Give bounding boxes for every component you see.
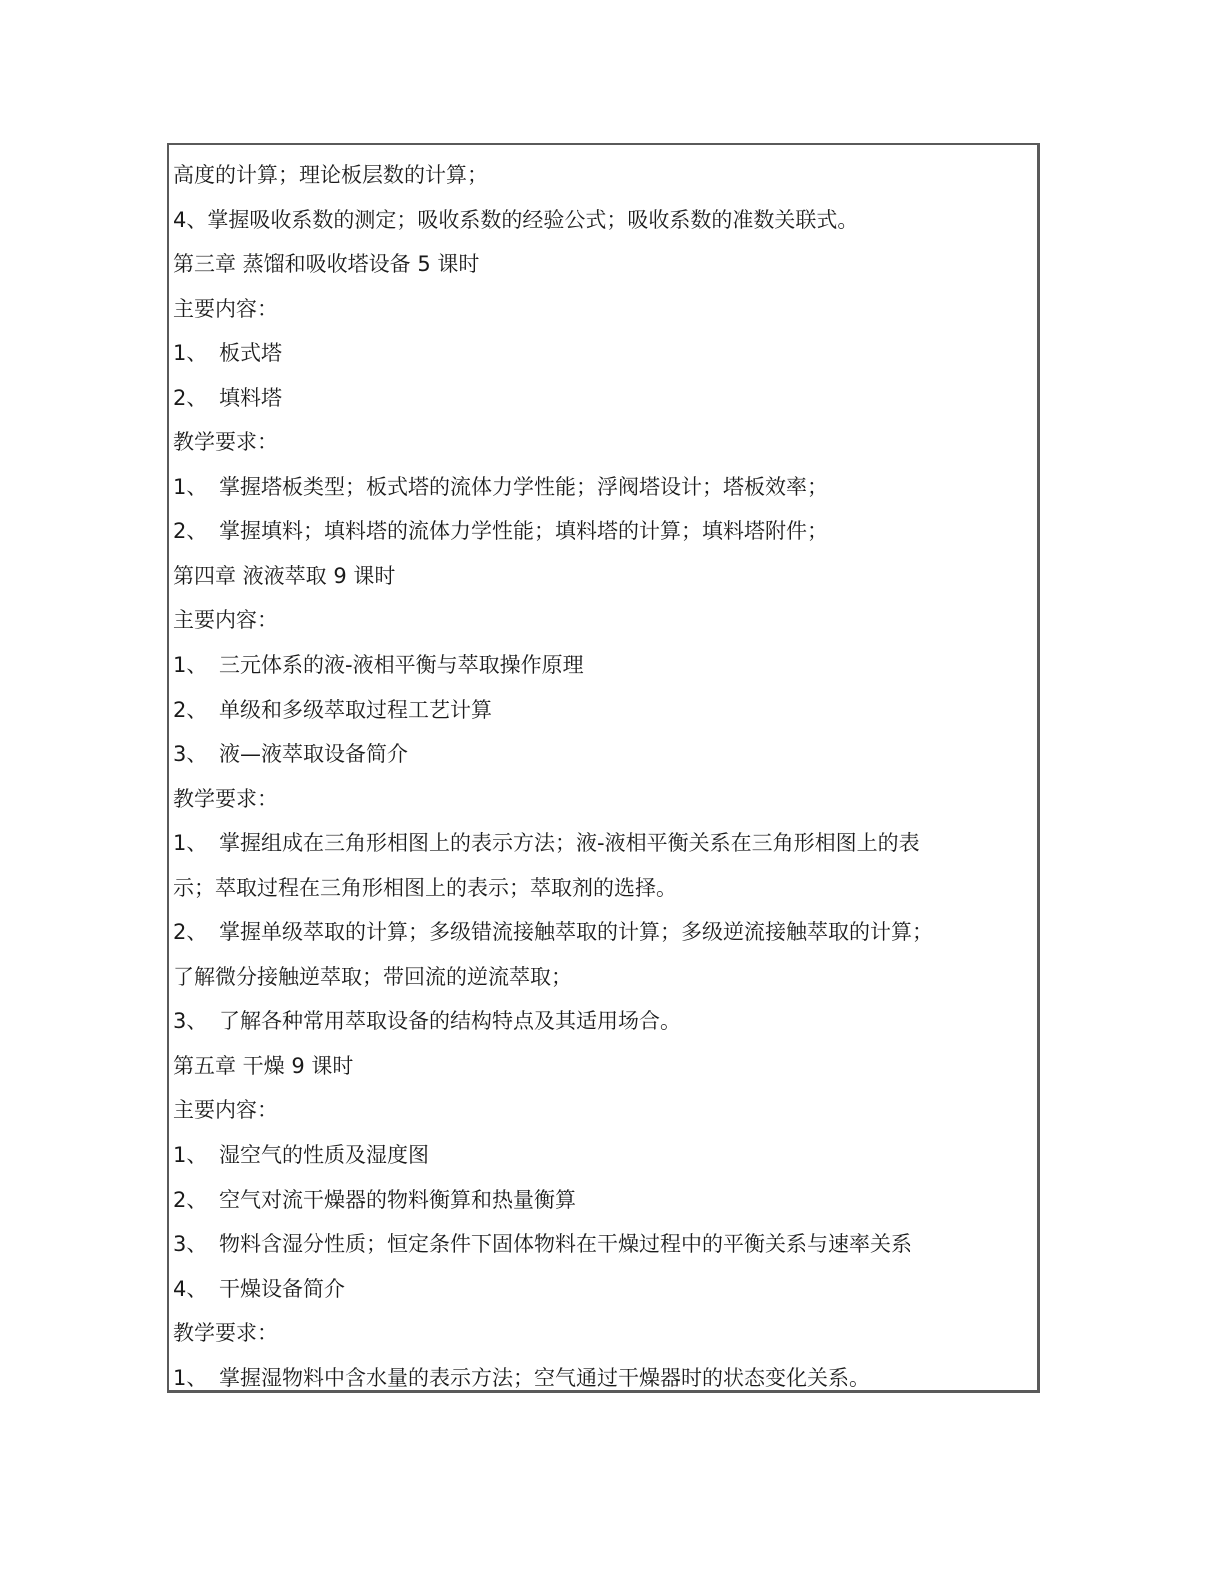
text-line xyxy=(173,688,1031,733)
text-line xyxy=(173,777,1031,822)
text-line xyxy=(173,1088,1031,1133)
list-number: 2、 xyxy=(173,519,208,544)
text-line xyxy=(173,1311,1031,1356)
text-line xyxy=(173,1267,1031,1312)
list-number: 3、 xyxy=(173,742,208,767)
line-text: 掌握塔板类型；板式塔的流体力学性能；浮阀塔设计；塔板效率； xyxy=(219,474,828,499)
text-line xyxy=(173,866,1031,911)
list-number: 1、 xyxy=(173,341,208,366)
line-text: 教学要求： xyxy=(173,1321,278,1346)
line-text: 掌握湿物料中含水量的表示方法；空气通过干燥器时的状态变化关系。 xyxy=(219,1365,870,1390)
line-text: 板式塔 xyxy=(219,341,282,366)
list-number: 2、 xyxy=(173,920,208,945)
text-line xyxy=(173,1133,1031,1178)
line-text: 示；萃取过程在三角形相图上的表示；萃取剂的选择。 xyxy=(173,875,677,900)
text-line xyxy=(173,643,1031,688)
text-line xyxy=(173,1044,1031,1089)
line-text: 主要内容： xyxy=(173,1098,278,1123)
line-text: 第三章 蒸馏和吸收塔设备 5 课时 xyxy=(173,252,480,277)
list-number: 1、 xyxy=(173,474,208,499)
line-text: 第五章 干燥 9 课时 xyxy=(173,1053,354,1078)
text-line xyxy=(173,153,1031,198)
list-number: 2、 xyxy=(173,1187,208,1212)
text-line xyxy=(173,999,1031,1044)
line-text: 主要内容： xyxy=(173,608,278,633)
line-text: 液—液萃取设备简介 xyxy=(219,742,408,767)
text-line xyxy=(173,1178,1031,1223)
line-text: 教学要求： xyxy=(173,786,278,811)
list-number: 1、 xyxy=(173,831,208,856)
list-number: 2、 xyxy=(173,697,208,722)
text-line xyxy=(173,1356,1031,1401)
list-number: 3、 xyxy=(173,1232,208,1257)
text-line xyxy=(173,376,1031,421)
line-text: 了解各种常用萃取设备的结构特点及其适用场合。 xyxy=(219,1009,681,1034)
document-body xyxy=(173,153,1031,1400)
text-line xyxy=(173,331,1031,376)
text-line xyxy=(173,1222,1031,1267)
line-text: 三元体系的液-液相平衡与萃取操作原理 xyxy=(219,653,584,678)
text-line xyxy=(173,287,1031,332)
text-line xyxy=(173,910,1031,955)
line-text: 湿空气的性质及湿度图 xyxy=(219,1143,429,1168)
line-text: 空气对流干燥器的物料衡算和热量衡算 xyxy=(219,1187,576,1212)
text-line xyxy=(173,598,1031,643)
text-line xyxy=(173,509,1031,554)
text-line xyxy=(173,198,1031,243)
text-line xyxy=(173,821,1031,866)
line-text: 单级和多级萃取过程工艺计算 xyxy=(219,697,492,722)
line-text: 4、掌握吸收系数的测定；吸收系数的经验公式；吸收系数的准数关联式。 xyxy=(173,207,859,232)
text-line xyxy=(173,465,1031,510)
text-line xyxy=(173,242,1031,287)
line-text: 掌握填料；填料塔的流体力学性能；填料塔的计算；填料塔附件； xyxy=(219,519,828,544)
line-text: 物料含湿分性质；恒定条件下固体物料在干燥过程中的平衡关系与速率关系 xyxy=(219,1232,912,1257)
list-number: 4、 xyxy=(173,1276,208,1301)
line-text: 教学要求： xyxy=(173,430,278,455)
text-line xyxy=(173,955,1031,1000)
list-number: 1、 xyxy=(173,1365,208,1390)
document-frame xyxy=(167,143,1040,1393)
text-line xyxy=(173,732,1031,777)
list-number: 2、 xyxy=(173,385,208,410)
line-text: 掌握单级萃取的计算；多级错流接触萃取的计算；多级逆流接触萃取的计算； xyxy=(219,920,933,945)
line-text: 主要内容： xyxy=(173,296,278,321)
line-text: 高度的计算；理论板层数的计算； xyxy=(173,163,488,187)
list-number: 1、 xyxy=(173,653,208,678)
text-line xyxy=(173,554,1031,599)
line-text: 第四章 液液萃取 9 课时 xyxy=(173,563,396,588)
line-text: 填料塔 xyxy=(219,385,282,410)
list-number: 3、 xyxy=(173,1009,208,1034)
text-line xyxy=(173,420,1031,465)
line-text: 了解微分接触逆萃取；带回流的逆流萃取； xyxy=(173,964,572,989)
line-text: 掌握组成在三角形相图上的表示方法；液-液相平衡关系在三角形相图上的表 xyxy=(219,831,920,856)
list-number: 1、 xyxy=(173,1143,208,1168)
line-text: 干燥设备简介 xyxy=(219,1276,345,1301)
